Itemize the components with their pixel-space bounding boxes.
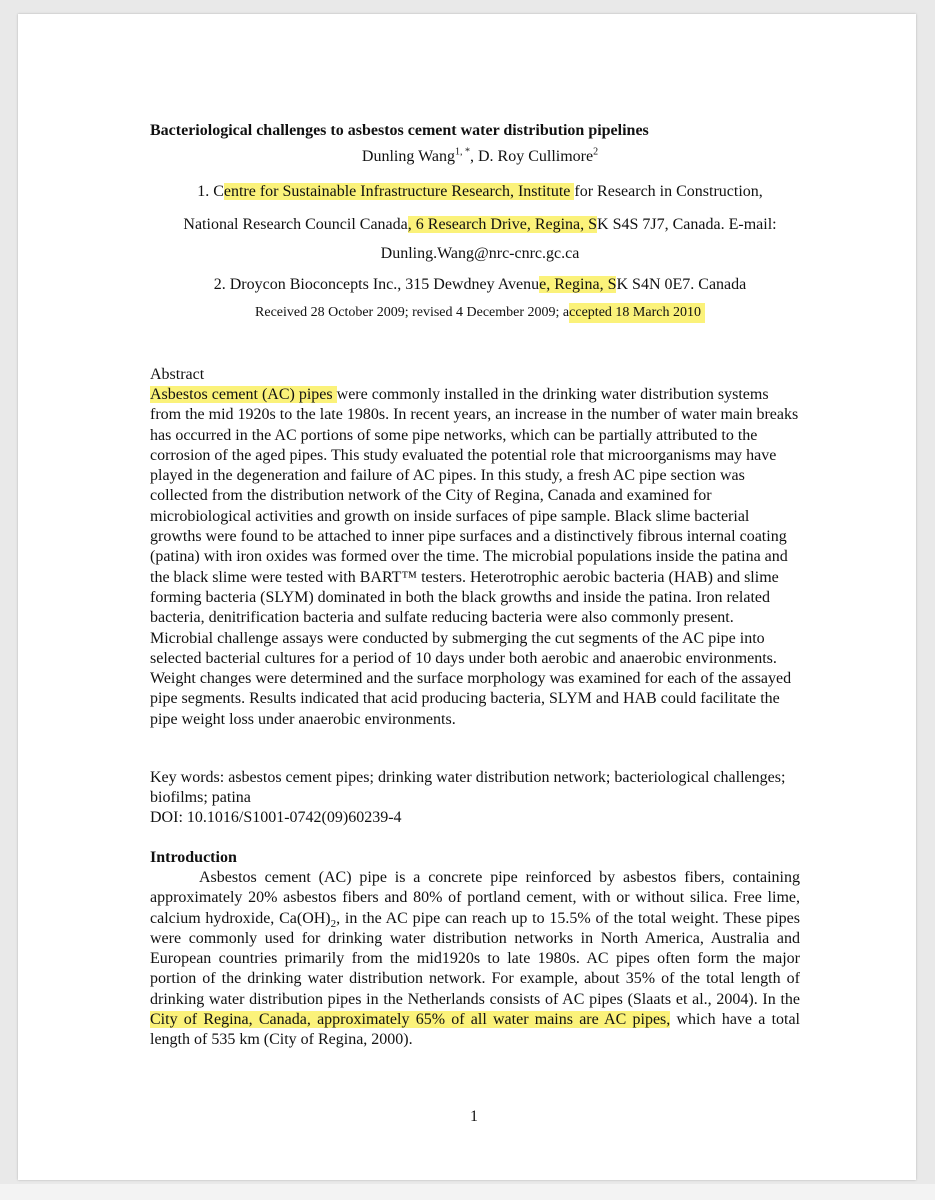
affiliation-1-line-2	[60, 216, 900, 234]
author-1: Dunling Wang	[361, 148, 455, 165]
affiliation-1-text: 1. C	[197, 183, 224, 200]
affiliation-2	[60, 276, 900, 294]
doi: DOI: 10.1016/S1001-0742(09)60239-4	[150, 809, 402, 826]
affiliation-1-text: K S4S 7J7, Canada. E-mail:	[597, 216, 777, 233]
affiliation-2-text: K S4N 0E7. Canada	[616, 276, 747, 293]
authors-line	[60, 148, 900, 166]
abstract-body	[150, 385, 800, 730]
received-text: Received 28 October 2009; revised 4 December 2009; a	[255, 305, 570, 320]
highlight: entre for Sustainable Infrastructure Research, Institute	[223, 183, 575, 200]
introduction-heading: Introduction	[150, 849, 237, 866]
affiliation-2-text: 2. Droycon Bioconcepts Inc., 315 Dewdney Avenu	[213, 276, 540, 293]
author-1-affiliation: 1, *	[454, 146, 470, 158]
intro-text: , in the AC pipe can reach up to 15.5% of the total weight. These pipes were commonly used for drinking water distribution networks in North America, Australia and European countries primarily from the mid1920s to late 1980s. AC pipes often form the major portion of the drinking water distribution network. For example, about 35% of the total length of drinking water distribution pipes in the Netherlands consists of AC pipes (Slaats et al., 2004). In the	[150, 909, 800, 1008]
highlight: City of Regina, Canada, approximately 65% of all water mains are AC pipes,	[150, 1011, 671, 1029]
introduction-paragraph	[150, 868, 800, 1051]
author-separator: ,	[469, 148, 478, 165]
highlight: , 6 Research Drive, Regina, S	[407, 216, 598, 233]
affiliation-1-text: for Research in Construction,	[574, 183, 763, 200]
author-email: Dunling.Wang@nrc-cnrc.gc.ca	[380, 245, 580, 262]
author-2: D. Roy Cullimore	[477, 148, 594, 165]
highlight: Asbestos cement (AC) pipes	[150, 386, 337, 403]
page-gap	[0, 1184, 935, 1200]
abstract-text: were commonly installed in the drinking water distribution systems from the mid 1920s to the late 1980s. In recent years, an increase in the number of water main breaks has occurred in the AC portions of some pipe networks, which can be partially attributed to the corrosion of the aged pipes. This study evaluated the potential role that microorganisms may have played in the degeneration and failure of AC pipes. In this study, a fresh AC pipe section was collected from the distribution network of the City of Regina, Canada and examined for microbiological activities and growth on inside surfaces of pipe sample. Black slime bacterial growths were found to be attached to inner pipe surfaces and a distinctively fibrous internal coating (patina) with iron oxides was formed over the time. The microbial populations inside the patina and the black slime were tested with BART™ testers. Heterotrophic aerobic bacteria (HAB) and slime forming bacteria (SLYM) dominated in both the black growths and inside the patina. Iron related bacteria, denitrification bacteria and sulfate reducing bacteria were also commonly present. Microbial challenge assays were conducted by submerging the cut segments of the AC pipe into selected bacterial cultures for a period of 10 days under both aerobic and anaerobic environments. Weight changes were determined and the surface morphology was examined for each of the assayed pipe segments. Results indicated that acid producing bacteria, SLYM and HAB could facilitate the pipe weight loss under anaerobic environments.	[150, 386, 799, 728]
received-dates	[60, 305, 900, 321]
paper-title: Bacteriological challenges to asbestos cement water distribution pipelines	[150, 122, 649, 139]
author-2-affiliation: 2	[593, 146, 599, 158]
keywords: Key words: asbestos cement pipes; drinking water distribution network; bacteriological challenges; biofilms; patina	[150, 769, 786, 807]
abstract-heading: Abstract	[150, 366, 205, 383]
highlight: e, Regina, S	[539, 276, 617, 293]
intro-text: which have a total length of 535 km (City of Regina, 2000).	[150, 1011, 800, 1049]
affiliation-1-line-1	[60, 183, 900, 201]
subscript: 2	[330, 917, 337, 930]
intro-text: Asbestos cement (AC) pipe is a concrete pipe reinforced by asbestos fibers, containing approximately 20% asbestos fibers and 80% of portland cement, with or without silica. Free lime, calcium hydroxide, Ca(OH)	[150, 869, 800, 927]
page-number: 1	[470, 1108, 478, 1125]
highlight: ccepted 18 March 2010	[569, 303, 705, 323]
affiliation-1-text: National Research Council Canada	[183, 216, 408, 233]
